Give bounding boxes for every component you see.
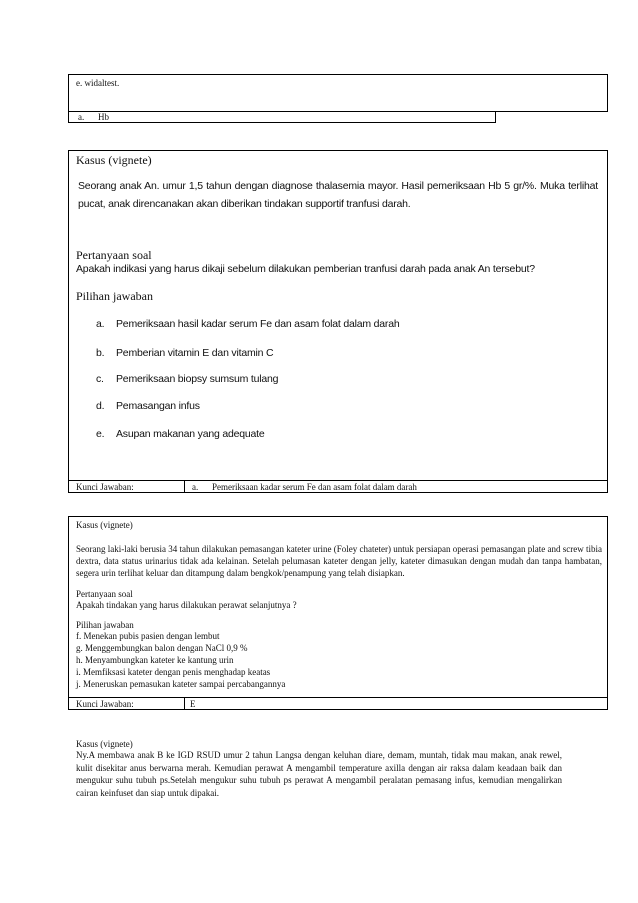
case2-choice-j: j. Meneruskan pemasukan kateter sampai percabangannya [76,679,286,689]
case1-choice-c-letter: c. [96,373,104,385]
case1-question-header: Pertanyaan soal [76,248,152,262]
case2-key-divider [68,697,608,698]
case1-question: Apakah indikasi yang harus dikaji sebelum dilakukan pemberian tranfusi darah pada anak An tersebut? [76,263,535,275]
case2-choice-h: h. Menyambungkan kateter ke kantung urin [76,655,234,665]
case2-choice-i: i. Memfiksasi kateter dengan penis menghadap keatas [76,667,271,677]
case1-key-label: Kunci Jawaban: [76,482,134,492]
case1-choice-b-text: Pemberian vitamin E dan vitamin C [116,347,274,359]
case2-question-header: Pertanyaan soal [76,589,133,599]
previous-answer-row [68,111,496,123]
case2-question: Apakah tindakan yang harus dilakukan perawat selanjutnya ? [76,600,297,610]
case1-choice-d-letter: d. [96,400,105,412]
case1-choice-a-text: Pemeriksaan hasil kadar serum Fe dan asam folat dalam darah [116,318,400,330]
case2-key-label: Kunci Jawaban: [76,699,134,709]
option-e-text: e. widaltest. [76,78,120,88]
case3-vignette: Ny.A membawa anak B ke IGD RSUD umur 2 tahun Langsa dengan keluhan diare, demam, muntah, tidak mau makan, anak rewel, kulit disekitar anus berwarna merah. Kemudian perawat A mengambil temperature axilla dengan air raksa dalam keadaan baik dan mengukur suhu tubuh ps.Setelah mengukur suhu tubuh ps perawat A mengambil peralatan pemasang infus, kemudian mengalirkan cairan keinfuset dan siap untuk dipakai. [76,750,562,798]
case2-key-text: E [190,699,196,709]
case1-key-letter: a. [192,482,199,492]
case2-choice-f: f. Menekan pubis pasien dengan lembut [76,631,220,641]
case2-choice-g: g. Menggembungkan balon dengan NaCl 0,9 % [76,643,248,653]
case2-key-separator [184,697,185,710]
case1-vignette: Seorang anak An. umur 1,5 tahun dengan diagnose thalasemia mayor. Hasil pemeriksaan Hb 5 gr/%. Muka terlihat pucat, anak direncanakan akan diberikan tindakan supportif tranfusi darah. [78,180,598,210]
case2-header: Kasus (vignete) [76,520,133,530]
previous-answer-text: Hb [98,112,109,122]
case1-choice-b-letter: b. [96,347,105,359]
case1-key-separator [184,480,185,493]
case2-choices-header: Pilihan jawaban [76,620,134,630]
case1-choice-e-letter: e. [96,428,105,440]
case1-header: Kasus (vignete) [76,153,152,167]
case1-choice-a-letter: a. [96,318,105,330]
case1-choices-header: Pilihan jawaban [76,289,153,303]
case3-header: Kasus (vignete) [76,739,133,749]
case1-choice-d-text: Pemasangan infus [116,400,200,412]
case1-choice-c-text: Pemeriksaan biopsy sumsum tulang [116,373,279,385]
previous-answer-letter: a. [78,112,85,122]
case2-vignette: Seorang laki-laki berusia 34 tahun dilakukan pemasangan kateter urine (Foley chateter) untuk persiapan operasi pemasangan plate and screw tibia dextra, data status urinarius tidak ada kelainan. Setelah pelumasan kateter dengan jelly, kateter dimasukan dengan mudah dan tanpa hambatan, segera urin terlihat keluar dan ditampung dalam bengkok/penampung yang telah disiapkan. [76,544,602,578]
previous-question-box [68,74,608,112]
case1-key-text: Pemeriksaan kadar serum Fe dan asam folat dalam darah [212,482,417,492]
case1-choice-e-text: Asupan makanan yang adequate [116,428,265,440]
